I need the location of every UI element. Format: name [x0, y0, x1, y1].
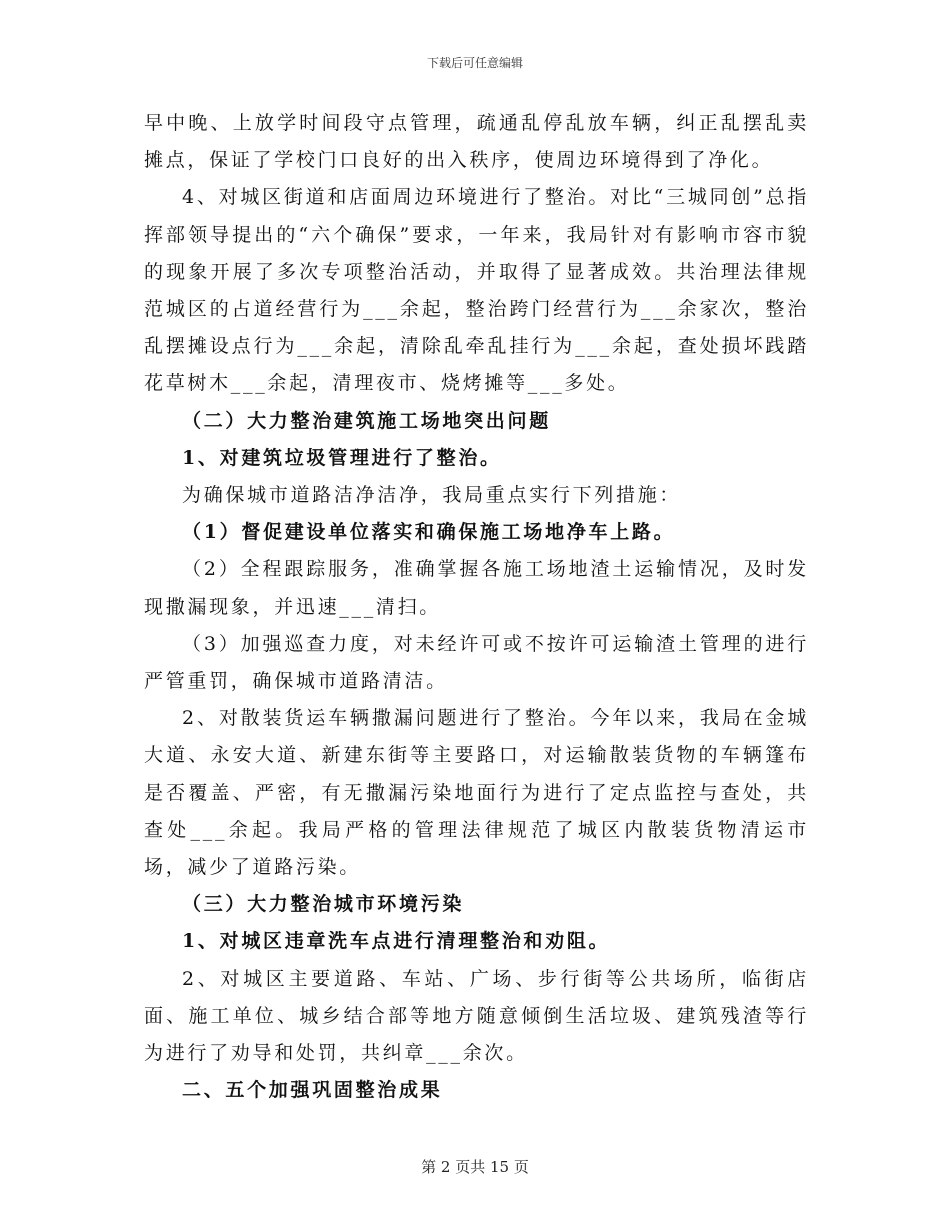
- page-footer: 第 2 页共 15 页: [421, 1158, 529, 1176]
- paragraph-2: 4、对城区街道和店面周边环境进行了整治。对比“三城同创”总指挥部领导提出的“六个确保”要求，一年来，我局针对有影响市容市貌的现象开展了多次专项整治活动，并取得了显著成效。共治理法律规范城区的占道经营行为___余起，整治跨门经营行为___余家次，整治乱摆摊设点行为___余起，清除乱牵乱挂行为___余起，查处损坏践踏花草树木___余起，清理夜市、烧烤摊等___多处。: [144, 186, 809, 395]
- section-heading-2: （二）大力整治建筑施工场地突出问题: [182, 409, 551, 432]
- subheading-1: 1、对建筑垃圾管理进行了整治。: [182, 446, 502, 469]
- paragraph-5: 2、对城区主要道路、车站、广场、步行街等公共场所，临街店面、施工单位、城乡结合部等地方随意倾倒生活垃圾、建筑残渣等行为进行了劝导和处罚，共纠章___余次。: [144, 967, 809, 1065]
- measure-3: （3）加强巡查力度，对未经许可或不按许可运输渣土管理的进行严管重罚，确保城市道路清洁。: [144, 632, 809, 693]
- measure-2: （2）全程跟踪服务，准确掌握各施工场地渣土运输情况，及时发现撒漏现象，并迅速___清扫。: [144, 558, 809, 618]
- document-body: [144, 105, 809, 1109]
- chapter-heading-2: 二、五个加强巩固整治成果: [182, 1079, 443, 1102]
- page-header-note: 下载后可任意编辑: [426, 56, 523, 70]
- section-heading-3: （三）大力整治城市环境污染: [182, 893, 465, 916]
- measure-1: （1）督促建设单位落实和确保施工场地净车上路。: [182, 521, 676, 544]
- paragraph-4: 2、对散装货运车辆撒漏问题进行了整治。今年以来，我局在金城大道、永安大道、新建东街等主要路口，对运输散装货物的车辆篷布是否覆盖、严密，有无撒漏污染地面行为进行了定点监控与查处，共查处___余起。我局严格的管理法律规范了城区内散装货物清运市场，减少了道路污染。: [144, 707, 809, 879]
- paragraph-3: 为确保城市道路洁净洁净，我局重点实行下列措施：: [182, 484, 682, 507]
- paragraph-1: 早中晚、上放学时间段守点管理，疏通乱停乱放车辆，纠正乱摆乱卖摊点，保证了学校门口良好的出入秩序，使周边环境得到了净化。: [144, 112, 809, 172]
- subheading-2: 1、对城区违章洗车点进行清理整治和劝阻。: [182, 930, 611, 953]
